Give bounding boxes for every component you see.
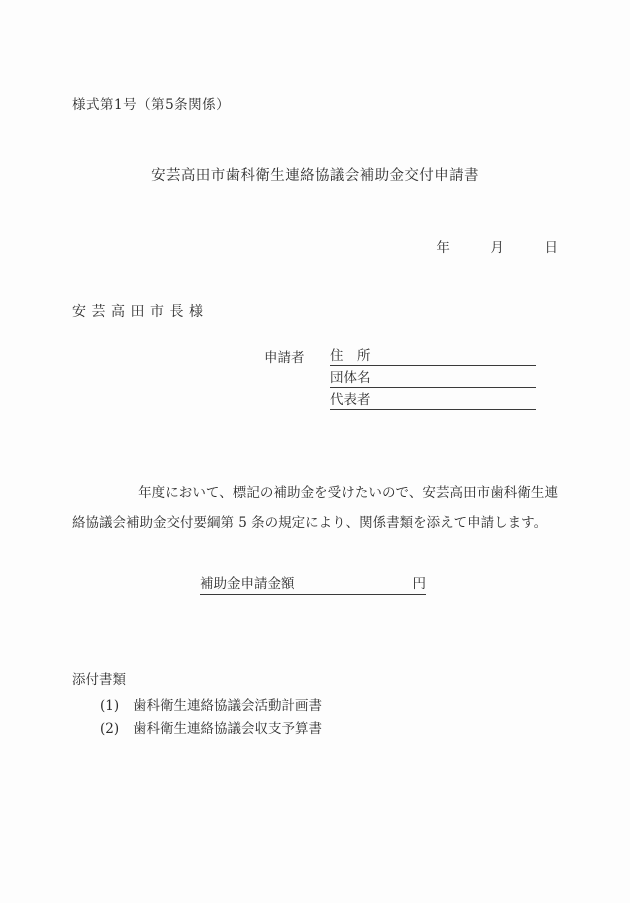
document-title: 安芸高田市歯科衛生連絡協議会補助金交付申請書 (151, 168, 479, 184)
amount-unit: 円 (412, 576, 426, 592)
addressee: 安芸高田市長様 (72, 304, 209, 320)
applicant-label: 申請者 (264, 350, 305, 366)
body-line-2: 絡協議会補助金交付要綱第 5 条の規定により、関係書類を添えて申請します。 (72, 515, 548, 531)
date-year-unit: 年 (436, 240, 450, 256)
applicant-field-input-representative[interactable] (371, 394, 536, 410)
list-item (72, 694, 322, 717)
applicant-row-address (264, 344, 536, 366)
applicant-field-input-address[interactable] (371, 350, 536, 366)
attachment-marker: (1) (100, 698, 120, 714)
applicant-field-input-organization[interactable] (371, 372, 536, 388)
form-number: 様式第1号（第5条関係） (72, 97, 231, 113)
applicant-row-organization (264, 366, 536, 388)
applicant-field-label-address: 住 所 (330, 344, 371, 366)
body-paragraph (72, 478, 558, 538)
body-line-1: 年度において、標記の補助金を受けたいので、安芸高田市歯科衛生連 (138, 485, 558, 501)
amount-label: 補助金申請金額 (200, 576, 295, 592)
applicant-block (264, 344, 536, 410)
attachment-text: 歯科衛生連絡協議会活動計画書 (133, 698, 322, 714)
attachment-marker: (2) (100, 721, 120, 737)
list-item (72, 717, 322, 740)
amount-line (200, 572, 426, 595)
attachments-title: 添付書類 (72, 672, 126, 688)
date-month-unit: 月 (490, 240, 504, 256)
date-line (436, 236, 558, 256)
date-day-unit: 日 (544, 240, 558, 256)
attachments-section (72, 668, 322, 740)
applicant-row-representative (264, 388, 536, 410)
applicant-field-label-organization: 団体名 (330, 366, 371, 388)
applicant-field-label-representative: 代表者 (330, 388, 371, 410)
attachment-text: 歯科衛生連絡協議会収支予算書 (133, 721, 322, 737)
